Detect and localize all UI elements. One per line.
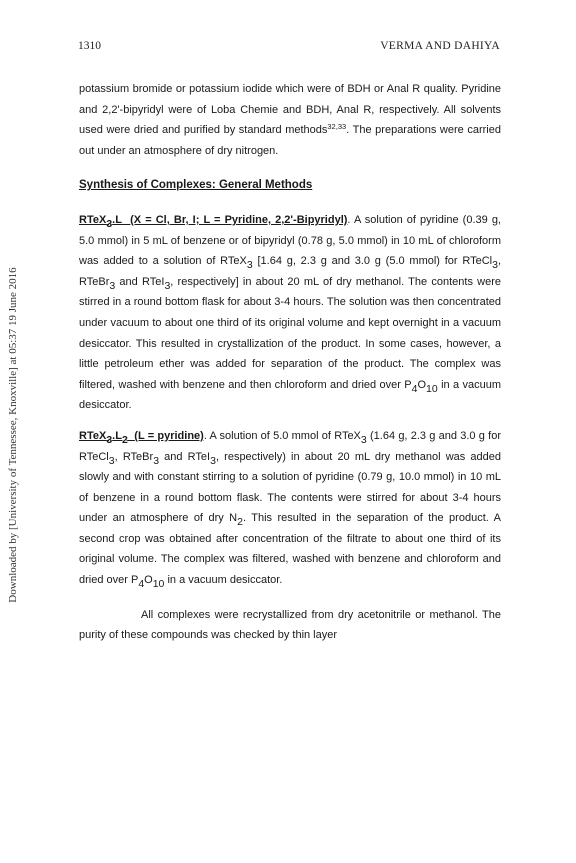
download-watermark: [3, 225, 23, 645]
subheading-rtex3-l2: $RTeX_3.L_2$ (L = pyridine): [79, 429, 204, 446]
paragraph-purification: All complexes were recrystallized from dry acetonitrile or methanol. The purity of these compounds was checked by thin layer: [79, 608, 501, 642]
paragraph-materials: potassium bromide or potassium iodide which were of BDH or Anal R quality. Pyridine and 2,2'-bipyridyl were of Loba Chemie and BDH, Anal R, respectively. All solvents used were dried and purified by standard methods$^{32,33}$. The preparations were carried out under an atmosphere of dry nitrogen.: [79, 83, 501, 157]
download-watermark-text: Downloaded by [University of Tennessee, Knoxville] at 05:37 19 June 2016: [7, 267, 19, 603]
citation-ref[interactable]: 32,33: [327, 122, 347, 132]
paragraph-rtex3-l2: $RTeX_3.L_2$ (L = pyridine). A solution of 5.0 mmol of RTeX$_3$ (1.64 g, 2.3 g and 3.0 g for RTeCl$_3$, RTeBr$_3$ and RTeI$_3$, respectively) in about 20 mL dry methanol was added slowly and with constant stirring to a solution of pyridine (0.79 g, 10.0 mmol) in 10 mL of benzene in a round bottom flask. The contents were stirred for about 3-4 hours under an atmosphere of dry $N_2$. This resulted in the separation of the product. A second crop was obtained after concentration of the filtrate to about one third of its original volume. The complex was filtered, washed with benzene and chloroform and dried over $P_4O_{10}$ in a vacuum desiccator.: [79, 429, 501, 591]
running-head: VERMA AND DAHIYA: [380, 40, 500, 52]
page-header: [78, 40, 500, 56]
paragraph-rtex3-l: RTeX$_3$.L (X = Cl, Br, I; L = Pyridine, 2,2'-Bipyridyl). A solution of pyridine (0.39 g, 5.0 mmol) in 5 mL of benzene or of bipyridyl (0.78 g, 5.0 mmol) in 10 mL of chloroform was added to a solution of RTeX$_3$ [1.64 g, 2.3 g and 3.0 g (5.0 mmol) for RTeCl$_3$, RTeBr$_3$ and RTeI$_3$, respectively] in about 20 mL of dry methanol. The contents were stirred in a round bottom flask for about 3-4 hours. The solution was then concentrated under vacuum to about one third of its original volume and kept overnight in a vacuum desiccator. This resulted in crystallization of the product. In some cases, however, a little petroleum ether was added for separation of the product. The complex was filtered, washed with benzene and then chloroform and dried over $P_4O_{10}$ in a vacuum desiccator.: [79, 213, 502, 412]
section-heading: Synthesis of Complexes: General Methods: [79, 179, 313, 192]
page-number: 1310: [78, 40, 101, 52]
subheading-rtex3-l: RTeX$_3$.L (X = Cl, Br, I; L = Pyridine, 2,2'-Bipyridyl): [79, 213, 348, 230]
article-body: [79, 79, 501, 646]
